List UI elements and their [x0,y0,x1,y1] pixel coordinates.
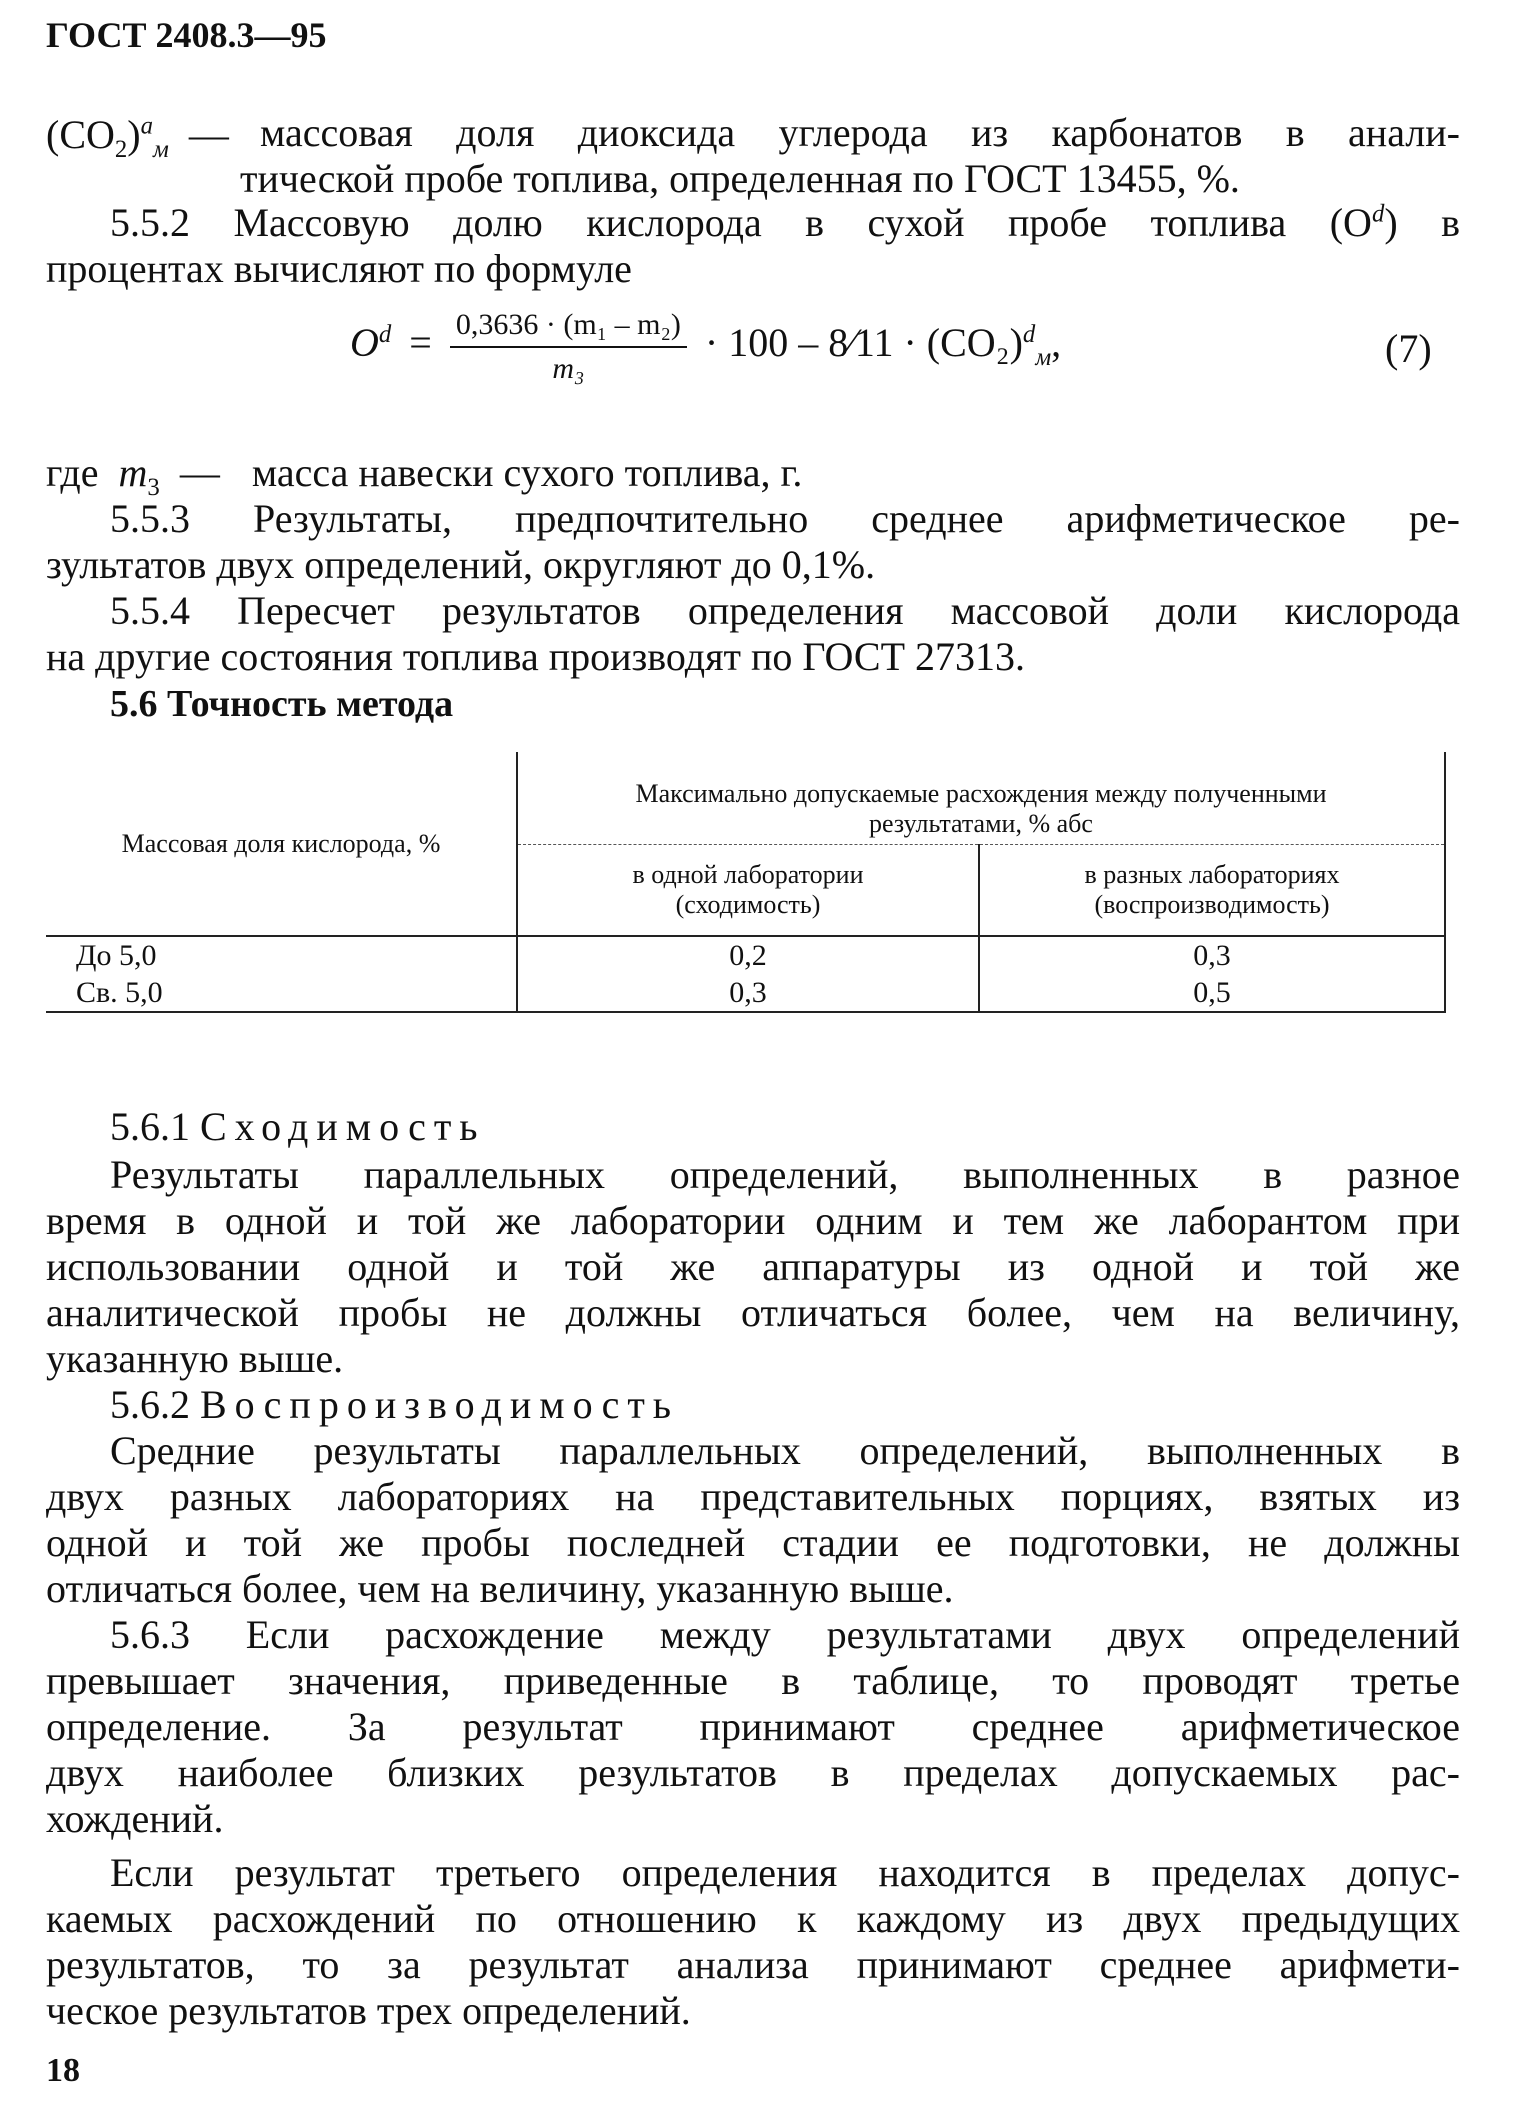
paragraph-5-5-4-line2: на другие состояния топлива производят по ГОСТ 27313. [46,634,1026,679]
paragraph-5-5-3-line2: зультатов двух определений, округляют до 0,1%. [46,542,876,587]
table-sub-header-reproducibility: в разных лабораториях (воспроизводимость) [979,844,1445,936]
paragraph-final-line1: Если результат третьего определения находится в пределах допус- [110,1850,1460,1895]
paragraph-5-6-1-line2: время в одной и той же лаборатории одним и тем же лаборантом при [46,1198,1460,1243]
paragraph-5-6-3-line5: хождений. [46,1796,224,1841]
paragraph-5-5-4-line1: 5.5.4 Пересчет результатов определения массовой доли кислорода [110,588,1460,633]
table-cell-value: 0,3 [979,936,1445,974]
table-cell-value: 0,5 [979,974,1445,1012]
paragraph-final-line3: результатов, то за результат анализа принимают среднее арифмети- [46,1942,1460,1987]
section-5-6-title: 5.6 Точность метода [110,683,454,725]
table-row [46,974,1445,1012]
table-cell-value: 0,2 [517,936,979,974]
formula-7: $O^d$ = $\frac{\text{0,3636 · (m₁ – m₂)}}{\text{m₃}}$ · 100 – 8⁄11 · $(CO_2)^d_м$, [350,308,1062,385]
table-row [46,936,1445,974]
table-sub-header-sodimost: в одной лаборатории (сходимость) [517,844,979,936]
formula-number: (7) [1385,326,1432,371]
paragraph-5-6-1-line5: указанную выше. [46,1336,344,1381]
paragraph-final-line2: каемых расхождений по отношению к каждому из двух предыдущих [46,1896,1460,1941]
paragraph-5-6-2-line4: отличаться более, чем на величину, указанную выше. [46,1566,954,1611]
table-cell-label: До 5,0 [76,938,157,972]
m3-definition: где $m_3$ — масса навески сухого топлива, г. [46,450,803,501]
table-cell-value: 0,3 [517,974,979,1012]
co2-definition-line2: тической пробе топлива, определенная по ГОСТ 13455, %. [240,156,1240,201]
precision-table [46,752,1446,1013]
paragraph-5-6-1-line4: аналитической пробы не должны отличаться более, чем на величину, [46,1290,1460,1335]
paragraph-5-6-1-line3: использовании одной и той же аппаратуры из одной и той же [46,1244,1460,1289]
paragraph-5-5-2-line1: 5.5.2 Массовую долю кислорода в сухой пробе топлива $(O^d)$ в [110,200,1460,245]
paragraph-5-6-3-line1: 5.6.3 Если расхождение между результатами двух определений [110,1612,1460,1657]
paragraph-5-6-2-line1: Средние результаты параллельных определений, выполненных в [110,1428,1460,1473]
paragraph-5-6-2-line2: двух разных лабораториях на представительных порциях, взятых из [46,1474,1460,1519]
co2-symbol: $(CO_2)^a_м$ — [46,112,229,163]
paragraph-5-5-2-line2: процентах вычисляют по формуле [46,246,632,291]
paragraph-5-6-3-line4: двух наиболее близких результатов в пределах допускаемых рас- [46,1750,1460,1795]
heading-5-6-1: 5.6.1 Сходимость [110,1104,486,1149]
page-number: 18 [46,2052,80,2089]
co2-definition-line1: массовая доля диоксида углерода из карбонатов в анали- [260,110,1460,155]
table-col1-header: Массовая доля кислорода, % [46,752,517,936]
table-group-header: Максимально допускаемые расхождения между полученными результатами, % абс [517,752,1445,844]
paragraph-final-line4: ческое результатов трех определений. [46,1988,691,2033]
paragraph-5-6-3-line2: превышает значения, приведенные в таблице, то проводят третье [46,1658,1460,1703]
table-cell-label: Св. 5,0 [46,974,517,1012]
document-header: ГОСТ 2408.3—95 [46,15,327,55]
paragraph-5-6-2-line3: одной и той же пробы последней стадии ее подготовки, не должны [46,1520,1460,1565]
paragraph-5-6-3-line3: определение. За результат принимают среднее арифметическое [46,1704,1460,1749]
heading-5-6-2: 5.6.2 Воспроизводимость [110,1382,680,1427]
paragraph-5-6-1-line1: Результаты параллельных определений, выполненных в разное [110,1152,1460,1197]
formula-fraction: $\frac{\text{0,3636 · (m₁ – m₂)}}{\text{m₃}}$ [450,308,687,386]
paragraph-5-5-3-line1: 5.5.3 Результаты, предпочтительно среднее арифметическое ре- [110,496,1460,541]
